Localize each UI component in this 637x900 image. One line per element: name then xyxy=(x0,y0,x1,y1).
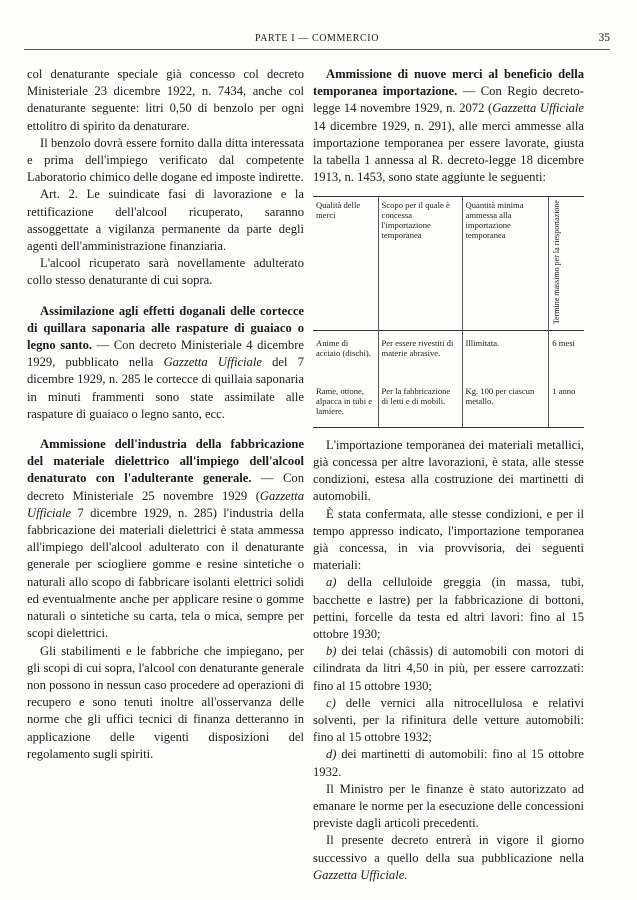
table-cell: Kg. 100 per ciascun metallo. xyxy=(462,379,549,428)
left-column xyxy=(27,66,304,763)
section-heading: Ammissione di nuove merci al beneficio della temporanea importazione. xyxy=(313,67,584,99)
table-header-vertical: Termine massimo per la riesportazione xyxy=(552,200,562,325)
gazette-title: Gazzetta Ufficiale xyxy=(163,355,262,370)
table-header: Qualità delle merci xyxy=(316,200,361,221)
list-item xyxy=(313,643,584,695)
paragraph: L'importazione temporanea dei materiali metallici, già concessa per altre lavorazioni, è stata, alle stesse condizioni, estesa alla costruzione dei martinetti di automobili. xyxy=(313,437,584,504)
section-text: 14 dicembre 1929, n. 291), alle merci ammesse alla importazione temporanea per essere lavorate, giusta la tabella 1 annessa al R. decreto-legge 18 dicembre 1913, n. 1453, sono state aggiunte le seguenti: xyxy=(313,118,584,185)
table-header-row xyxy=(313,197,584,330)
paragraph: Il benzolo dovrà essere fornito dalla ditta interessata e prima dell'impiego verificato dal competente Laboratorio chimico delle dogane ed imposte indirette. xyxy=(27,135,304,185)
item-text: dei telai (châssis) di automobili con motori di cilindrata da litri 4,50 in più, per essere carrozzati: fino al 15 ottobre 1930; xyxy=(313,644,584,693)
page-header xyxy=(24,33,610,47)
right-column xyxy=(313,66,584,884)
paragraph-text: Il presente decreto entrerà in vigore il giorno successivo a quello della sua pubblicazione nella xyxy=(313,833,584,865)
section-text: — Con decreto Ministeriale 25 novembre 1929 ( xyxy=(27,471,305,503)
section-text: 7 dicembre 1929, n. 285) l'industria della fabbricazione dei materiali dielettrici è stata ammessa all'impiego dell'alcool adulterato con il denaturante generale per sciogliere gomme e resine sintetiche o naturali allo scopo di fabbricare isolanti elettrici solidi ed eventualmente anche per applicare resine o gomme naturali o sintetiche su carta, tela o mica, sempre per scopi dielettrici. xyxy=(27,505,304,641)
merci-table-wrapper xyxy=(313,196,584,427)
section-dielettrico xyxy=(27,436,304,642)
paragraph-final xyxy=(313,832,584,884)
merci-table xyxy=(313,196,584,427)
gazette-title: Gazzetta Ufficiale xyxy=(492,101,585,116)
page-number: 35 xyxy=(598,32,610,44)
paragraph: Il Ministro per le finanze è stato autorizzato ad emanare le norme per la esecuzione delle concessioni previste dagli articoli precedenti. xyxy=(313,781,584,831)
table-cell: Illimitata. xyxy=(462,330,549,379)
section-text: del 7 dicembre 1929, n. 285 le cortecce di quillaia saponaria in minuti frammenti sono state assimilate alle raspature di guaiaco o legno santo, ecc. xyxy=(27,355,305,421)
paragraph: L'alcool ricuperato sarà novellamente adulterato collo stesso denaturante di cui sopra. xyxy=(27,256,304,288)
table-row xyxy=(313,330,584,379)
item-label: d) xyxy=(326,747,337,762)
paragraph: Gli stabilimenti e le fabbriche che impiegano, per gli scopi di cui sopra, l'alcool con denaturante generale non possono in nessun caso procedere ad operazioni di recupero e sono tenuti inoltre all'osservanza delle norme che gli uffici tecnici di finanza detteranno in applicazione delle vigenti disposizioni del regolamento sugli spiriti. xyxy=(27,643,304,761)
table-cell: Per la fabbricazione di letti e di mobili. xyxy=(378,379,462,428)
table-cell: Anime di acciaio (dischi). xyxy=(316,337,371,358)
table-cell: 1 anno xyxy=(549,379,584,428)
paragraph: col denaturante speciale già concesso col decreto Ministeriale 23 dicembre 1922, n. 7434, anche col denaturante seguente: litri 0,50 di benzolo per ogni ettolitro di spirito da denaturare. xyxy=(27,67,304,133)
paragraph: Art. 2. Le suindicate fasi di lavorazione e la rettificazione dell'alcool ricuperato, saranno assoggettate a vigilanza permanente da parte degli agenti dell'amministrazione finanziaria. xyxy=(27,187,304,254)
section-text: — Con decreto Ministeriale 4 dicembre 1929, pubblicato nella xyxy=(27,338,304,370)
section-heading: Ammissione dell'industria della fabbricazione del materiale dielettrico all'impiego dell'alcool denaturato con l'adulterante generale. xyxy=(27,437,304,486)
table-cell: Rame, ottone, alpacca in tubi e lamiere. xyxy=(316,385,373,416)
item-label: a) xyxy=(326,575,337,590)
item-label: b) xyxy=(326,644,337,659)
item-label: c) xyxy=(326,695,336,710)
section-heading: Assimilazione agli effetti doganali delle cortecce di quillara saponaria alle raspature di guaiaco o legno santo. xyxy=(27,303,304,353)
section-text: — Con Regio decreto-legge 14 novembre 1929, n. 2072 ( xyxy=(313,84,584,116)
gazette-title: Gazzetta Ufficiale xyxy=(27,488,304,520)
item-text: dei martinetti di automobili: fino al 15 ottobre 1932. xyxy=(313,747,584,779)
table-row xyxy=(313,379,584,428)
table-header: Quantità minima ammessa alla importazione temporanea xyxy=(462,197,549,330)
list-item xyxy=(313,746,584,780)
table-cell: 6 mesi xyxy=(549,330,584,379)
list-item xyxy=(313,574,584,643)
list-item xyxy=(313,695,584,747)
item-text: delle vernici alla nitrocellulosa e relativi solventi, per la rifinitura delle vetture automobili: fino al 15 ottobre 1932; xyxy=(313,695,584,745)
item-text: della celluloide greggia (in massa, tubi, bacchette e lastre) per la fabbricazione di bottoni, pettini, forcelle da testa ed altri lavori: fino al 15 ottobre 1930; xyxy=(313,575,584,641)
header-rule xyxy=(24,49,610,50)
section-temporanea xyxy=(313,66,584,186)
running-title: PARTE I — COMMERCIO xyxy=(254,33,380,44)
paragraph-text: . xyxy=(404,867,408,882)
section-quillaia xyxy=(27,303,304,423)
gazette-title: Gazzetta Ufficiale xyxy=(313,867,405,882)
table-cell: Per essere rivestiti di materie abrasive. xyxy=(378,330,462,379)
paragraph: È stata confermata, alle stesse condizioni, e per il tempo appresso indicato, l'importazione temporanea già concessa, in via provvisoria, dei seguenti materiali: xyxy=(313,506,584,573)
table-header xyxy=(549,197,584,330)
table-header: Scopo per il quale è concessa l'importazione temporanea xyxy=(378,197,462,330)
